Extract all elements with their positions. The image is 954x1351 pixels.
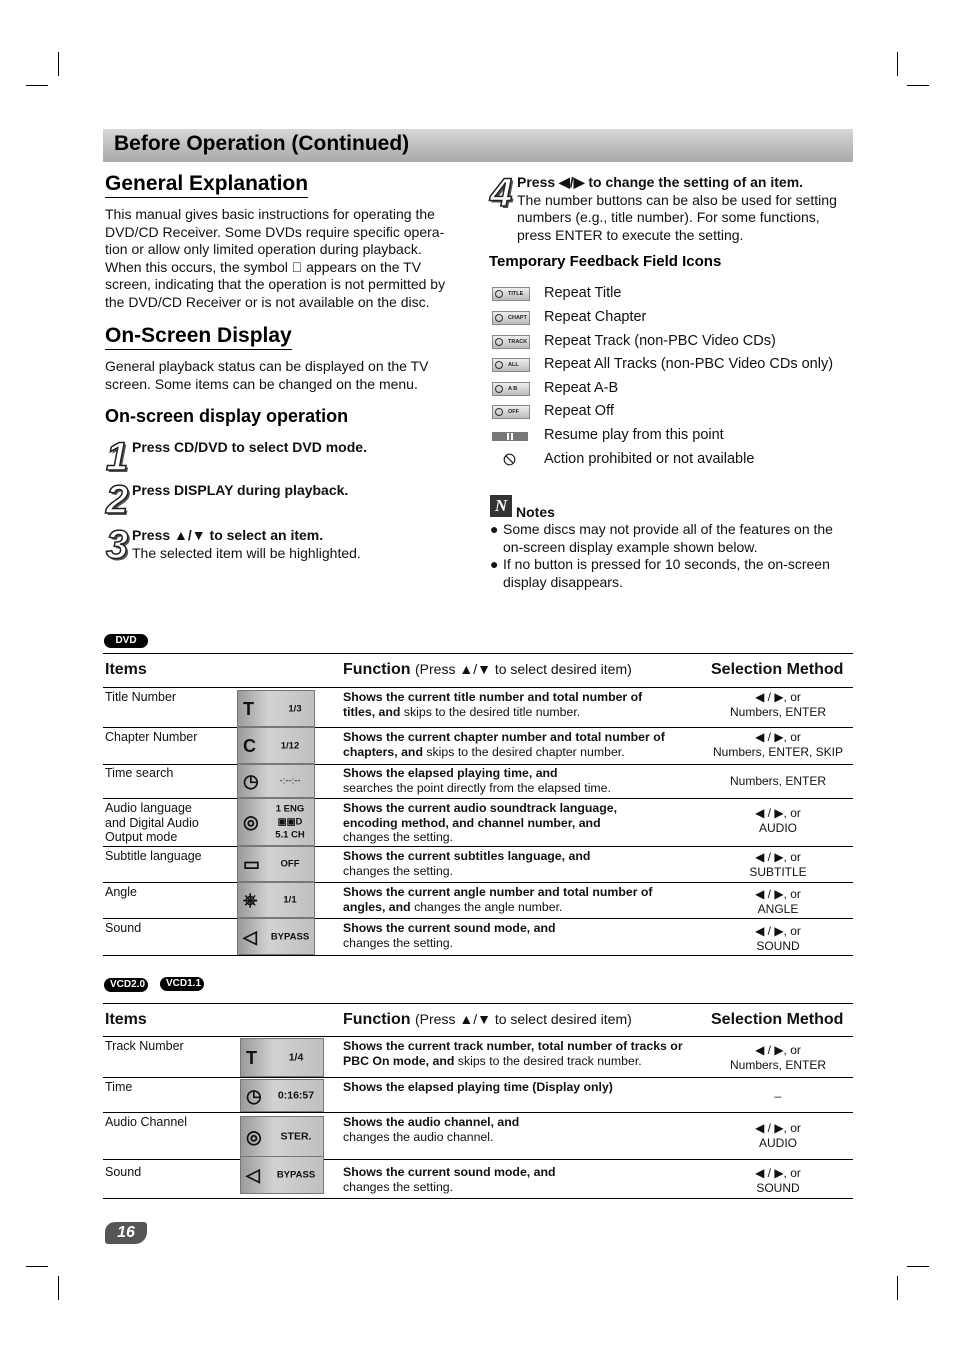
table-rule bbox=[103, 918, 853, 919]
osd-display: T 1/3 bbox=[237, 690, 315, 727]
table-rule bbox=[103, 1077, 853, 1078]
crop-mark bbox=[26, 85, 48, 86]
prohibited-icon bbox=[503, 453, 516, 466]
on-screen-display-heading: On-Screen Display bbox=[105, 324, 292, 350]
title-icon: T bbox=[243, 698, 254, 719]
osd-operation-subheading: On-screen display operation bbox=[105, 406, 349, 426]
step-number: 2 bbox=[106, 478, 129, 522]
table-rule bbox=[103, 1036, 853, 1037]
chapter-icon: C bbox=[243, 735, 256, 756]
crop-mark bbox=[907, 85, 929, 86]
subtitle-icon: ▭ bbox=[243, 854, 261, 874]
repeat-off-icon: OFF bbox=[492, 405, 530, 419]
audio-icon: ◎ bbox=[246, 1127, 262, 1147]
table-rule bbox=[103, 1198, 853, 1199]
column-header-selection: Selection Method bbox=[711, 661, 844, 678]
speaker-icon: ◁ bbox=[246, 1165, 260, 1185]
column-header-function: Function (Press ▲/▼ to select desired item) bbox=[343, 1011, 632, 1028]
table-rule bbox=[103, 846, 853, 847]
step-number: 4 bbox=[490, 171, 513, 215]
osd-display: T 1/4 bbox=[240, 1038, 324, 1077]
step-number: 3 bbox=[106, 523, 129, 567]
crop-mark bbox=[897, 52, 898, 76]
step-detail: The number buttons can be also be used for setting bbox=[517, 191, 837, 208]
clock-icon: ◷ bbox=[243, 771, 259, 791]
track-icon: T bbox=[246, 1047, 257, 1068]
table-rule bbox=[103, 687, 853, 688]
osd-display: ◷ 0:16:57 bbox=[240, 1079, 324, 1112]
dvd-badge: DVD bbox=[104, 634, 148, 648]
step-text: Press CD/DVD to select DVD mode. bbox=[132, 439, 367, 455]
page-title: Before Operation (Continued) bbox=[114, 132, 410, 155]
crop-mark bbox=[26, 1266, 48, 1267]
crop-mark bbox=[907, 1266, 929, 1267]
osd-display: C 1/12 bbox=[237, 727, 315, 764]
vcd11-badge: VCD1.1 bbox=[160, 977, 204, 991]
osd-display: ◁ BYPASS bbox=[237, 918, 315, 955]
table-rule bbox=[103, 798, 853, 799]
crop-mark bbox=[58, 52, 59, 76]
table-rule bbox=[103, 955, 853, 956]
feedback-icons-heading: Temporary Feedback Field Icons bbox=[489, 253, 722, 270]
column-header-selection: Selection Method bbox=[711, 1011, 844, 1028]
osd-display: ▭ OFF bbox=[237, 846, 315, 882]
step-detail: numbers (e.g., title number). For some functions, bbox=[517, 209, 820, 225]
vcd20-badge: VCD2.0 bbox=[104, 978, 148, 992]
osd-intro-line: General playback status can be displayed on the TV bbox=[105, 358, 429, 374]
audio-icon: ◎ bbox=[243, 812, 259, 832]
table-rule bbox=[103, 1003, 853, 1004]
column-header-items: Items bbox=[105, 661, 147, 678]
crop-mark bbox=[58, 1276, 59, 1300]
osd-intro-line: screen. Some items can be changed on the menu. bbox=[105, 375, 418, 392]
table-rule bbox=[103, 1159, 853, 1160]
repeat-chapter-icon: CHAPT bbox=[492, 311, 530, 325]
section-header-bar bbox=[103, 129, 853, 162]
table-rule bbox=[103, 1112, 853, 1113]
step-number: 1 bbox=[106, 435, 129, 479]
osd-display: ◷ -:--:-- bbox=[237, 764, 315, 798]
notes-icon: N bbox=[490, 495, 512, 517]
repeat-track-icon: TRACK bbox=[492, 335, 530, 349]
notes-heading: Notes bbox=[516, 504, 555, 520]
step-text: Press ▲/▼ to select an item. bbox=[132, 527, 324, 543]
table-rule bbox=[103, 653, 853, 654]
general-explanation-heading: General Explanation bbox=[105, 172, 308, 198]
repeat-all-icon: ALL bbox=[492, 358, 530, 372]
step-detail: press ENTER to execute the setting. bbox=[517, 226, 744, 243]
step-detail: The selected item will be highlighted. bbox=[132, 545, 361, 561]
repeat-title-icon: TITLE bbox=[492, 287, 530, 301]
step-text: Press ◀/▶ to change the setting of an item. bbox=[517, 174, 804, 190]
osd-display: ⎈ 1/1 bbox=[237, 882, 315, 918]
step-text: Press DISPLAY during playback. bbox=[132, 482, 349, 498]
osd-display: ◎ STER. bbox=[240, 1116, 324, 1158]
clock-icon: ◷ bbox=[246, 1085, 262, 1106]
osd-display: ◎ 1 ENG ▣▣D 5.1 CH bbox=[237, 798, 315, 846]
osd-display: ◁ BYPASS bbox=[240, 1156, 324, 1194]
table-rule bbox=[103, 727, 853, 728]
column-header-items: Items bbox=[105, 1011, 147, 1028]
repeat-ab-icon: A B bbox=[492, 382, 530, 396]
column-header-function: Function (Press ▲/▼ to select desired item) bbox=[343, 661, 632, 678]
crop-mark bbox=[897, 1276, 898, 1300]
table-rule bbox=[103, 882, 853, 883]
table-rule bbox=[103, 764, 853, 765]
resume-play-icon bbox=[492, 432, 528, 441]
page-number: 16 bbox=[105, 1222, 147, 1244]
speaker-icon: ◁ bbox=[243, 926, 257, 947]
camera-angle-icon: ⎈ bbox=[243, 890, 258, 910]
